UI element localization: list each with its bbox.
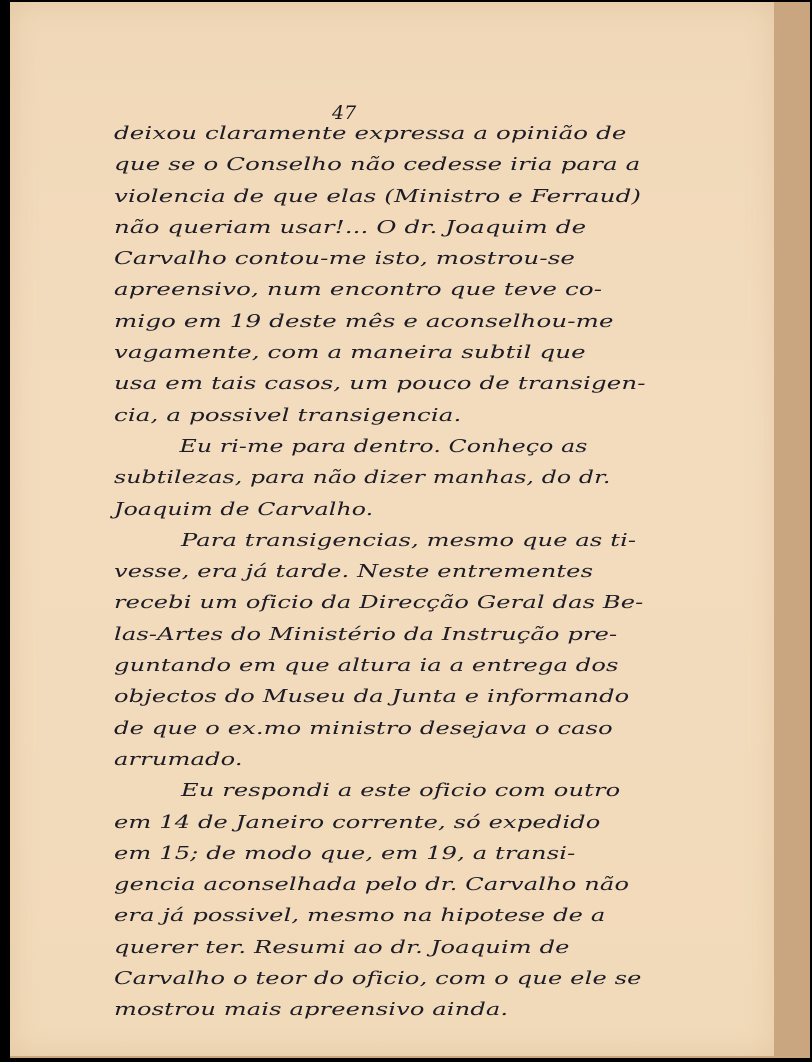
text-line: las-Artes do Ministério da Instrução pre- xyxy=(114,623,618,645)
text-line: Eu respondi a este oficio com outro xyxy=(181,780,621,802)
text-line: vagamente, com a maneira subtil que xyxy=(114,342,586,364)
text-line: em 14 de Janeiro corrente, só expedido xyxy=(114,811,601,833)
text-line: de que o ex.mo ministro desejava o caso xyxy=(114,717,613,739)
text-line: era já possivel, mesmo na hipotese de a xyxy=(114,905,606,927)
text-line: gencia aconselhada pelo dr. Carvalho não xyxy=(114,874,630,896)
page-number: 47 xyxy=(332,102,357,124)
text-line: recebi um oficio da Direcção Geral das Be- xyxy=(114,592,644,614)
text-line: vesse, era já tarde. Neste entrementes xyxy=(114,561,594,583)
text-line: usa em tais casos, um pouco de transigen- xyxy=(114,373,646,395)
text-line: não queriam usar!... O dr. Joaquim de xyxy=(114,216,587,238)
text-line: que se o Conselho não cedesse iria para a xyxy=(114,154,641,176)
text-line: violencia de que elas (Ministro e Ferraud) xyxy=(114,185,642,207)
text-line: guntando em que altura ia a entrega dos xyxy=(114,655,619,677)
text-line: em 15; de modo que, em 19, a transi- xyxy=(114,842,576,864)
text-line: arrumado. xyxy=(114,748,243,770)
text-line: Carvalho o teor do oficio, com o que ele se xyxy=(114,968,642,990)
text-line: mostrou mais apreensivo ainda. xyxy=(114,999,509,1021)
text-line: Joaquim de Carvalho. xyxy=(114,498,374,520)
manuscript-page xyxy=(10,2,774,1056)
manuscript-body xyxy=(114,118,646,1026)
text-line: apreensivo, num encontro que teve co- xyxy=(114,279,603,301)
text-line: Eu ri-me para dentro. Conheço as xyxy=(179,435,588,457)
text-line: migo em 19 deste mês e aconselhou-me xyxy=(114,310,614,332)
text-line: Carvalho contou-me isto, mostrou-se xyxy=(114,248,576,270)
text-line: objectos do Museu da Junta e informando xyxy=(114,686,630,708)
text-line: querer ter. Resumi ao dr. Joaquim de xyxy=(114,936,570,958)
text-line: deixou claramente expressa a opinião de xyxy=(114,123,627,144)
text-line: subtilezas, para não dizer manhas, do dr. xyxy=(114,467,611,489)
text-line: Para transigencias, mesmo que as ti- xyxy=(181,529,637,551)
manuscript-text xyxy=(114,118,646,1026)
text-line: cia, a possivel transigencia. xyxy=(114,404,462,426)
